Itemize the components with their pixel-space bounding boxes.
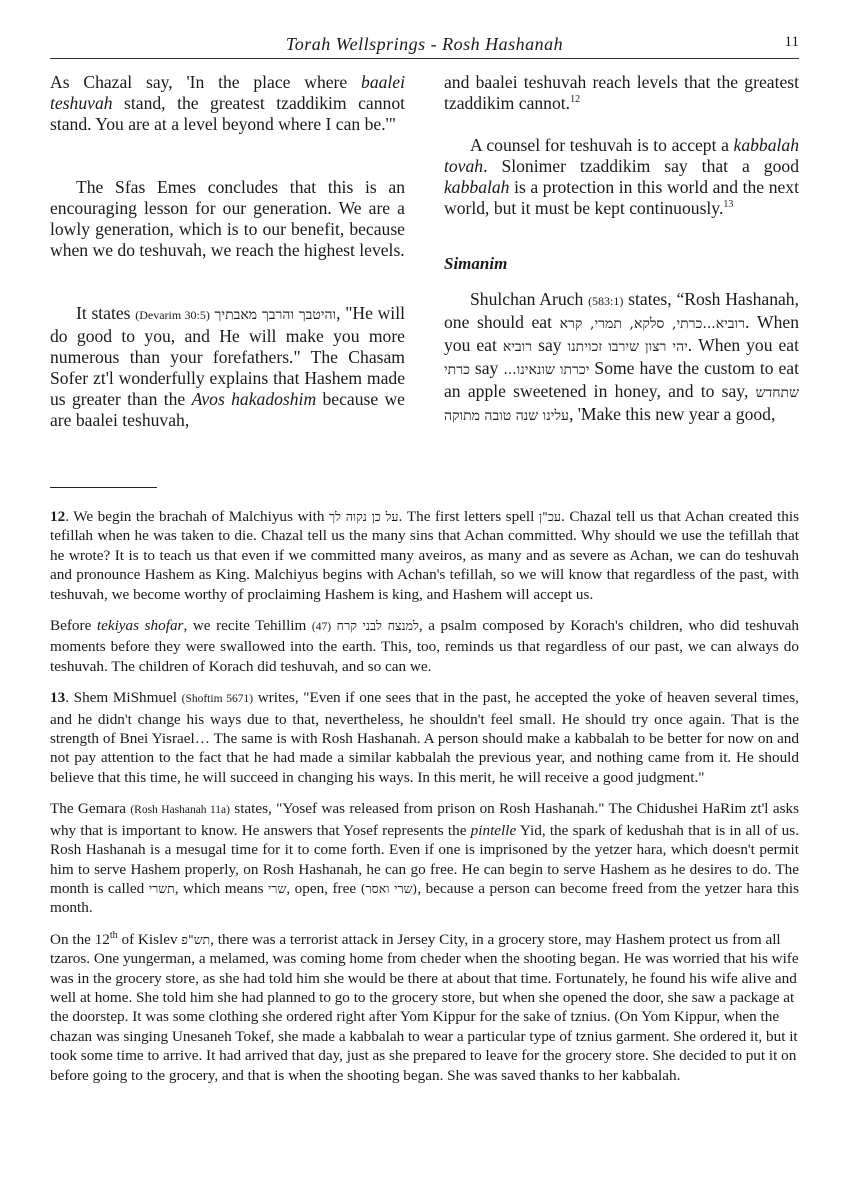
left-column bbox=[50, 72, 405, 431]
hebrew-text: והיטבך והרבך מאבתיך bbox=[214, 307, 337, 323]
running-header bbox=[50, 30, 799, 59]
right-column bbox=[444, 72, 799, 427]
left-paragraph-3: It states (Devarim 30:5) והיטבך והרבך מאבתיך, "He will do good to you, and He will make you more numerous than your forefathers." The Chasam Sofer zt'l wonderfully explains that Hashem made us greater than the Avos hakadoshim because we are baalei teshuvah, bbox=[50, 303, 405, 430]
footnote-13-paragraph-2: The Gemara (Rosh Hashanah 11a) states, "Yosef was released from prison on Rosh Hashanah." The Chidushei HaRim zt'l asks why that is important to know. He answers that Yosef represents the pintelle Yid, the spark of kedushah that is in all of us. Rosh Hashanah is a mesugal time for it to come forth. Even if one is imprisoned by the yetzer hara, which doesn't permit him to serve Hashem properly, on Rosh Hashanah, he can go free. He can begin to serve Hashem as he desires to do. The month is called תשרי, which means שרי, open, free (שרי ואסר), because a person can become freed from the yetzer hara this month. bbox=[50, 800, 800, 917]
footnote-12-paragraph-2: Before tekiyas shofar, we recite Tehillim (47) למנצח לבני קרח, a psalm composed by Korach's children, who did teshuvah moments before they were swallowed into the earth. This, too, reminds us that regardless of our past, we can always do teshuvah. The children of Korach did teshuvah, and so can we. bbox=[50, 617, 800, 675]
footnotes bbox=[50, 507, 799, 1097]
page-number: 11 bbox=[784, 34, 799, 50]
section-heading: Simanim bbox=[444, 254, 508, 273]
right-paragraph-1: and baalei teshuvah reach levels that the greatest tzaddikim cannot.$^{12}$ bbox=[444, 72, 799, 113]
footnote-ref-13: 13 bbox=[723, 199, 734, 211]
citation: (Devarim 30:5) bbox=[135, 308, 210, 322]
footnote-13: 13. Shem MiShmuel (Shoftim 5671) writes, "Even if one sees that in the past, he accepted the yoke of heaven several times, and he didn't change his ways due to that, nevertheless, he shouldn't feel small. He should try once again. That is the strength of Bnei Yisrael… The same is with Rosh Hashanah. A person should make a kabbalah to be better for now on and not pay attention to the fact that he had made a similar kabbalah the previous year, and nothing came from it. He should believe that this time, he will succeed in changing his ways. In this merit, he will receive a good judgment." bbox=[50, 689, 799, 786]
left-paragraph-2: The Sfas Emes concludes that this is an encouraging lesson for our generation. We are a lowly generation, which is to our benefit, because when we do teshuvah, we reach the highest levels. bbox=[50, 177, 405, 260]
footnote-13-paragraph-3: On the 12th of Kislev תש"פ, there was a terrorist attack in Jersey City, in a grocery store, may Hashem protect us from all tzaros. One yungerman, a melamed, was coming home from cheder when the shooting began. He was worried that his wife was in the grocery store, as she had told him she would be there at about that time. Fortunately, he found his wife alive and well at home. She told him she had planned to go to the grocery store, but when she opened the door, she saw a package at the doorstep. It was some clothing she ordered right after Yom Kippur for the sake of tznius. (On Yom Kippur, when the chazan was singing Unesaneh Tokef, she made a kabbalah to wear a particular type of tznius garment. She ordered it, but it took some time to arrive. It had arrived that day, just as she prepared to leave for the grocery store. She decided to put it on before going to the grocery, and that is when the shooting began. She was saved thanks to her kabbalah. bbox=[50, 929, 799, 1084]
header-title: Torah Wellsprings - Rosh Hashanah bbox=[285, 34, 564, 54]
footnote-separator bbox=[50, 487, 157, 488]
right-paragraph-3: Shulchan Aruch (583:1) states, “Rosh Hashanah, one should eat רוביא...כרתי, סלקא, תמרי, קרא. When you eat רוביא say יהי רצון שירבו זכויתנו. When you eat כרתי say יכרתו שונאינו... Some have the custom to eat an apple sweetened in honey, and to say, שתחדש עלינו שנה טובה מתוקה, 'Make this new year a good, bbox=[444, 289, 800, 424]
left-paragraph-1: As Chazal say, 'In the place where baalei teshuvah stand, the greatest tzaddikim cannot stand. You are at a level beyond where I can be.'" bbox=[50, 72, 405, 134]
footnote-ref-12: 12 bbox=[570, 94, 581, 106]
right-paragraph-2: A counsel for teshuvah is to accept a kabbalah tovah. Slonimer tzaddikim say that a good kabbalah is a protection in this world and the next world, but it must be kept continuously.$^{13}$ bbox=[444, 135, 799, 218]
footnote-12: 12. We begin the brachah of Malchiyus with על כן נקוה לך. The first letters spell עכ"ן. Chazal tell us that Achan created this tefillah when he was taken to die. Chazal tell us the many sins that Achan committed. Why should we use the tefillah that he wrote? It is to teach us that even if we committed many aveiros, as many and as severe as Achan, we can do teshuvah and pronounce Hashem as King. Malchiyus begins with Achan's tefillah, so we will know that regardless of the past, with teshuvah, we become worthy of proclaiming Hashem is king, and Hashem will accept us. bbox=[50, 508, 800, 603]
